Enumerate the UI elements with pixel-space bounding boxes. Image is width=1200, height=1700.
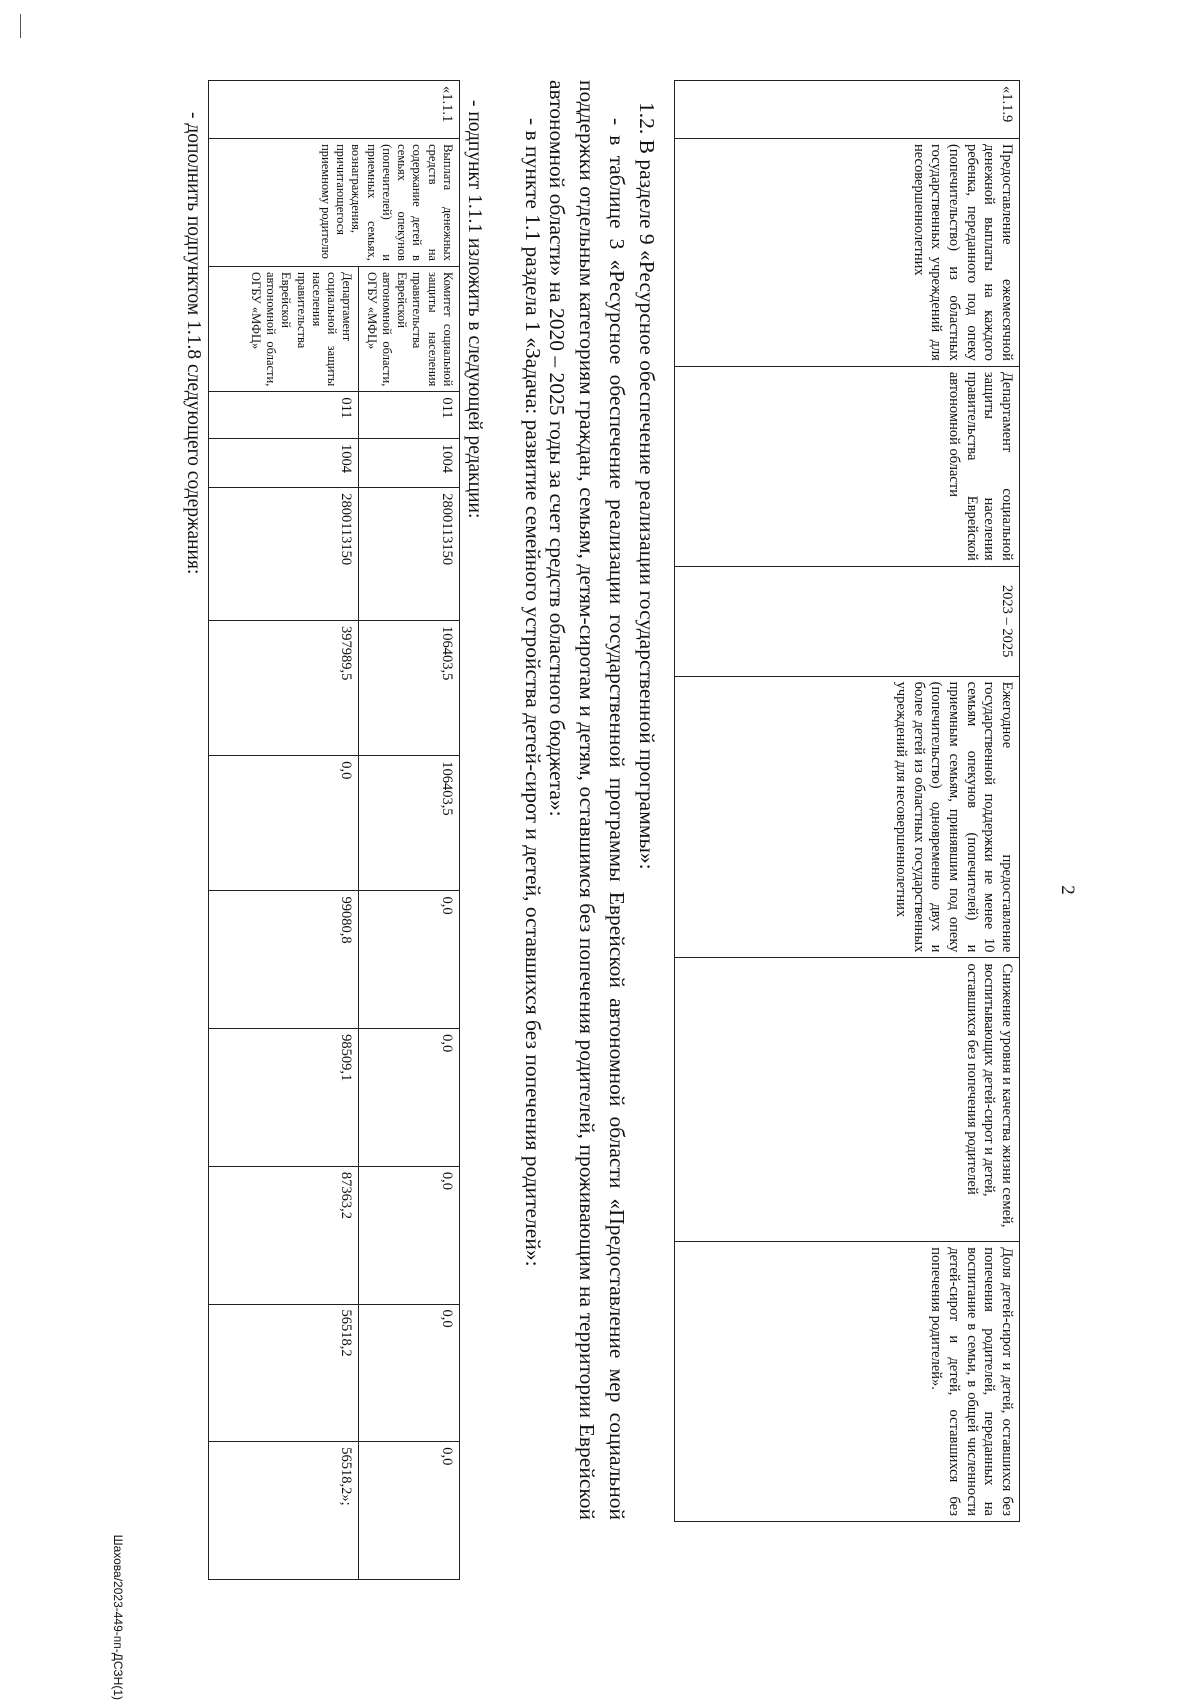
rzpr-code: 1004 [359, 439, 460, 488]
paragraph-subpoint-1-1-1: - подпункт 1.1.1 изложить в следующей редакции: [464, 100, 485, 519]
amount-2022: 0,0 [359, 1029, 460, 1167]
table-row [675, 81, 1020, 1522]
grbs-code: 011 [209, 392, 359, 439]
executor: Комитет социальной защиты населения правительства Еврейской автономной области, ОГБУ «МФЦ» [359, 266, 460, 391]
table-row [359, 81, 460, 1580]
scan-edge-mark [20, 14, 21, 38]
amount-2025: 56518,2»; [209, 1442, 359, 1580]
csr-code: 2800113150 [359, 488, 460, 621]
measure-name: Выплата денежных средств на содержание детей в семьях опекунов (попечителей) и приемных семьях, вознаграждения, причитающегося приемному родителю [209, 139, 460, 267]
amount-2023: 0,0 [359, 1166, 460, 1304]
row-number: «1.1.9 [675, 81, 1020, 139]
amount-2021: 99080,8 [209, 891, 359, 1029]
grbs-code: 011 [359, 392, 460, 439]
table-row [209, 81, 359, 1580]
executor: Департамент социальной защиты населения правительства Еврейской автономной области [675, 366, 1020, 566]
amount-2024: 0,0 [359, 1304, 460, 1442]
indicator: Доля детей-сирот и детей, оставшихся без попечения родителей, переданных на воспитание в семьи, в общей численности детей-сирот и детей, оставшихся без попечения родителей». [675, 1242, 1020, 1522]
rzpr-code: 1004 [209, 439, 359, 488]
paragraph-task [518, 80, 548, 1520]
resources-table [209, 80, 461, 1580]
amount-2023: 87363,2 [209, 1166, 359, 1304]
rotated-content [40, 80, 1100, 1700]
amount-2024: 56518,2 [209, 1304, 359, 1442]
consequences: Снижение уровня и качества жизни семей, воспитывающих детей-сирот и детей, оставшихся без попечения родителей [675, 958, 1020, 1242]
executor: Департамент социальной защиты населения правительства Еврейской автономной области, ОГБУ «МФЦ» [209, 266, 359, 391]
paragraph-task-text: - в пункте 1.1 раздела 1 «Задача: развитие семейного устройства детей-сирот и детей, оставшихся без попечения родителей»: [521, 118, 545, 1267]
amount-2022: 98509,1 [209, 1029, 359, 1167]
row-number: «1.1.1 [209, 81, 460, 139]
document-footer-code: Шахова/2023-449-пп-ДСЗН(1) [111, 1534, 125, 1700]
paragraph-table-3 [542, 80, 632, 1520]
amount-2025: 0,0 [359, 1442, 460, 1580]
amount-2020: 106403,5 [359, 756, 460, 891]
csr-code: 2800113150 [209, 488, 359, 621]
measures-table [674, 80, 1020, 1522]
page-number: 2 [1057, 885, 1078, 895]
amount-total: 106403,5 [359, 620, 460, 755]
amount-2021: 0,0 [359, 891, 460, 1029]
amount-2020: 0,0 [209, 756, 359, 891]
expected-result: Ежегодное предоставление государственной поддержки не менее 10 семьям опекунов (попечителей) и приемным семьям, принявшим под опеку (попечительство) одновременно двух и более детей из областных государственных учреждений для несовершеннолетних [675, 676, 1020, 958]
measure-name: Предоставление ежемесячной денежной выплаты на каждого ребенка, переданного под опеку (попечительство) из областных государственных учреждений для несовершеннолетних [675, 138, 1020, 366]
paragraph-subpoint-1-1-8: - дополнить подпунктом 1.1.8 следующего содержания: [183, 112, 204, 575]
period: 2023 – 2025 [675, 566, 1020, 676]
amount-total: 397989,5 [209, 620, 359, 755]
paragraph-section-9: 1.2. В разделе 9 «Ресурсное обеспечение реализации государственной программы»: [635, 102, 659, 870]
paragraph-table-3-text: - в таблице 3 «Ресурсное обеспечение реализации государственной программы Еврейской автономной области «Предоставление мер социальной поддержки отдельным категориям граждан, семьям, детям-сиротам и детям, оставшимся без попечения родителей, проживающим на территории Еврейской автономной области» на 2020 – 2025 годы за счет средств областного бюджета»: [544, 80, 629, 1520]
